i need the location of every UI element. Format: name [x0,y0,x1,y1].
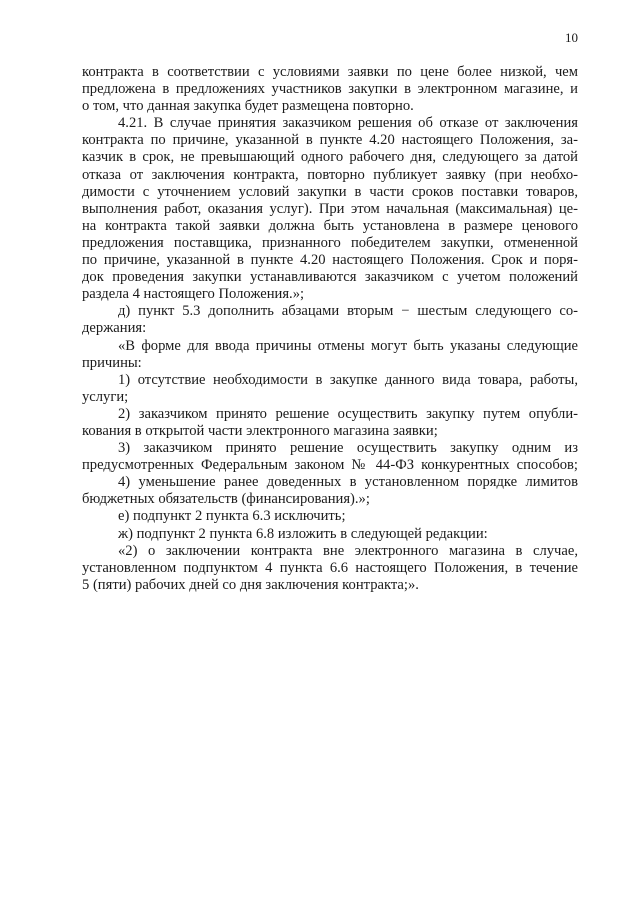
text-line: 3) заказчиком принято решение осуществить закупку одним из [118,440,578,457]
text-line: о том, что данная закупка будет размещена повторно. [82,98,414,115]
text-line: 4.21. В случае принятия заказчиком решения об отказе от заключения [118,115,578,132]
text-line: казчик в срок, не превышающий одного рабочего дня, следующего за датой [82,149,578,166]
document-body [82,64,578,594]
text-line: выполнения работ, оказания услуг). При этом начальная (максимальная) це- [82,200,578,217]
text-line: д) пункт 5.3 дополнить абзацами вторым − шестым следующего со- [118,303,578,320]
text-line: предусмотренных Федеральным законом № 44-ФЗ конкурентных способов; [82,457,578,474]
text-line: установленном подпунктом 4 пункта 6.6 настоящего Положения, в течение [82,559,578,576]
text-line: услуги; [82,388,129,405]
text-line: 2) заказчиком принято решение осуществить закупку путем опубли- [118,405,578,422]
text-line: 4) уменьшение ранее доведенных в установленном порядке лимитов [118,474,578,491]
text-line: предложена в предложениях участников закупки в электронном магазине, и [82,81,578,98]
text-line: на контракта такой заявки должна быть установлена в размере ценового [82,217,578,234]
text-line: причины: [82,354,142,371]
text-line: держания: [82,320,147,337]
text-line: предложения поставщика, признанного победителем закупки, отмененной [82,234,578,251]
text-line: «2) о заключении контракта вне электронного магазина в случае, [118,542,578,559]
text-line: контракта по причине, указанной в пункте 4.20 настоящего Положения, за- [82,132,578,149]
text-line: по причине, указанной в пункте 4.20 настоящего Положения. Срок и поря- [82,252,578,269]
text-line: отказа от заключения контракта, повторно публикует заявку (при необхо- [82,166,578,183]
text-line: док проведения закупки устанавливаются заказчиком с учетом положений [82,269,578,286]
text-line: раздела 4 настоящего Положения.»; [82,286,305,303]
text-line: «В форме для ввода причины отмены могут быть указаны следующие [118,337,578,354]
text-line: контракта в соответствии с условиями заявки по цене более низкой, чем [82,64,578,80]
text-line: 5 (пяти) рабочих дней со дня заключения контракта;». [82,576,419,593]
page-number: 10 [565,30,578,45]
text-line: 1) отсутствие необходимости в закупке данного вида товара, работы, [118,371,578,388]
text-line: бюджетных обязательств (финансирования).»; [82,491,370,508]
text-line: димости с уточнением условий закупки в части сроков поставки товаров, [82,183,578,200]
text-line: ж) подпункт 2 пункта 6.8 изложить в следующей редакции: [118,525,488,542]
text-line: е) подпункт 2 пункта 6.3 исключить; [118,508,346,525]
text-line: кования в открытой части электронного магазина заявки; [82,422,438,439]
